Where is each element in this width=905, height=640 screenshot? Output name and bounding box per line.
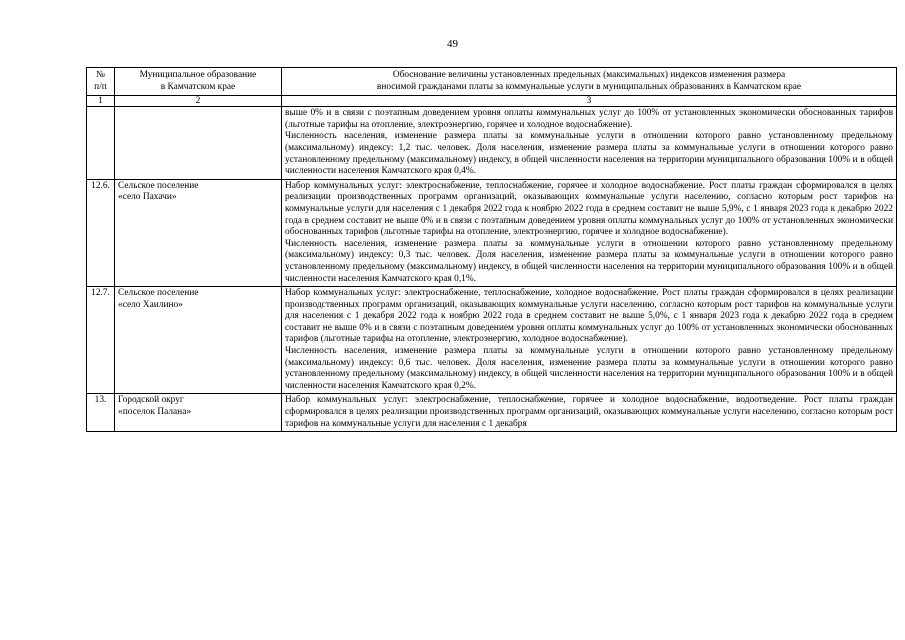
page-number: 49 <box>447 38 458 50</box>
column-number-2: 2 <box>115 96 282 107</box>
row-number: 12.6. <box>87 179 115 286</box>
header-justification <box>282 68 897 96</box>
row-justification <box>282 107 897 180</box>
table-row <box>87 394 897 432</box>
column-number-1: 1 <box>87 96 115 107</box>
municipality-type: Городской округ <box>118 395 184 406</box>
row-justification <box>282 287 897 394</box>
header-municipality <box>115 68 282 96</box>
table-header-row <box>87 68 897 96</box>
column-number-row <box>87 96 897 107</box>
municipality-type: Сельское поселение <box>118 180 199 191</box>
header-num <box>87 68 115 96</box>
justification-paragraph: Численность населения, изменение размера платы за коммунальные услуги в отношении которого равно установленному предельному (максимальному) индексу: 0,3 тыс. человек. Доля населения, изменение размера платы за коммунальные услуги в отношении которого равно установленному предельному (максимальному) индексу, в общей численности населения на территории муниципального образования 100% и в общей численности населения Камчатского края 0,1%. <box>285 238 893 284</box>
row-number: 12.7. <box>87 287 115 394</box>
justification-paragraph: Набор коммунальных услуг: электроснабжение, теплоснабжение, горячее и холодное водоснабжение. Рост платы граждан сформировался в целях реализации производственных программ организаций, оказывающих коммунальные услуги населению, согласно которым рост тарифов на коммунальные услуги для населения с 1 декабря 2022 года к ноябрю 2022 года в среднем составит не выше 5,9%, с 1 января 2023 года к декабрю 2022 года в среднем составит не выше 0% и в связи с поэтапным доведением уровня оплаты коммунальных услуг до 100% от установленных экономически обоснованных тарифов (льготные тарифы на отопление, электроэнергию, горячее и холодное водоснабжение). <box>285 180 893 238</box>
header-num-line2: п/п <box>94 81 107 92</box>
tariff-index-table <box>86 67 897 432</box>
justification-paragraph: Набор коммунальных услуг: электроснабжение, теплоснабжение, холодное водоснабжение. Рост платы граждан сформировался в целях реализации производственных программ организаций, оказывающих коммунальные услуги населению, согласно которым рост тарифов на коммунальные услуги для населения с 1 декабря 2022 года к ноябрю 2022 года в среднем составит не выше 5,0%, с 1 января 2023 года к декабрю 2022 года в среднем составит не выше 0% и в связи с поэтапным доведением уровня оплаты коммунальных услуг до 100% от установленных экономически обоснованных тарифов (льготные тарифы на отопление, электроэнергию, холодное водоснабжение). <box>285 288 893 345</box>
header-justification-line1: Обоснование величины установленных предельных (максимальных) индексов изменения размера <box>392 70 786 80</box>
row-municipality <box>115 107 282 180</box>
table-row <box>87 107 897 180</box>
header-municipality-line1: Муниципальное образование <box>139 70 257 80</box>
row-justification <box>282 179 897 286</box>
municipality-type: Сельское поселение <box>118 288 199 299</box>
column-number-3: 3 <box>282 96 897 107</box>
justification-paragraph: Набор коммунальных услуг: электроснабжение, теплоснабжение, горячее и холодное водоснабжение, водоотведение. Рост платы граждан сформировался в целях реализации производственных программ организаций, оказывающих коммунальные услуги населению, согласно которым рост тарифов на коммунальные услуги для населения с 1 декабря <box>285 395 893 429</box>
justification-paragraph: Численность населения, изменение размера платы за коммунальные услуги в отношении которого равно установленному предельному (максимальному) индексу: 0,6 тыс. человек. Доля населения, изменение размера платы за коммунальные услуги в отношении которого равно установленному предельному (максимальному) индексу, в общей численности населения на территории муниципального образования 100% и в общей численности населения Камчатского края 0,2%. <box>285 346 893 391</box>
municipality-name: «поселок Палана» <box>118 407 192 418</box>
municipality-name: «село Пахачи» <box>118 192 177 203</box>
row-justification <box>282 394 897 432</box>
header-municipality-line2: в Камчатском крае <box>160 81 236 92</box>
row-number <box>87 107 115 180</box>
row-municipality <box>115 179 282 286</box>
municipality-name: «село Хаилино» <box>118 299 183 310</box>
table-row <box>87 179 897 286</box>
row-municipality <box>115 394 282 432</box>
header-justification-line2: вносимой гражданами платы за коммунальные услуги в муниципальных образованиях в Камчатском крае <box>376 81 802 92</box>
row-municipality <box>115 287 282 394</box>
table-row <box>87 287 897 394</box>
row-number: 13. <box>87 394 115 432</box>
justification-paragraph: выше 0% и в связи с поэтапным доведением уровня оплаты коммунальных услуг до 100% от установленных экономически обоснованных тарифов (льготные тарифы на отопление, электроэнергию, горячее и холодное водоснабжение). <box>285 108 893 130</box>
justification-paragraph: Численность населения, изменение размера платы за коммунальные услуги в отношении которого равно установленному предельному (максимальному) индексу: 1,2 тыс. человек. Доля населения, изменение размера платы за коммунальные услуги в отношении которого равно установленному предельному (максимальному) индексу, в общей численности населения на территории муниципального образования 100% и в общей численности населения Камчатского края 0,4%. <box>285 131 893 177</box>
header-num-line1: № <box>96 70 105 80</box>
